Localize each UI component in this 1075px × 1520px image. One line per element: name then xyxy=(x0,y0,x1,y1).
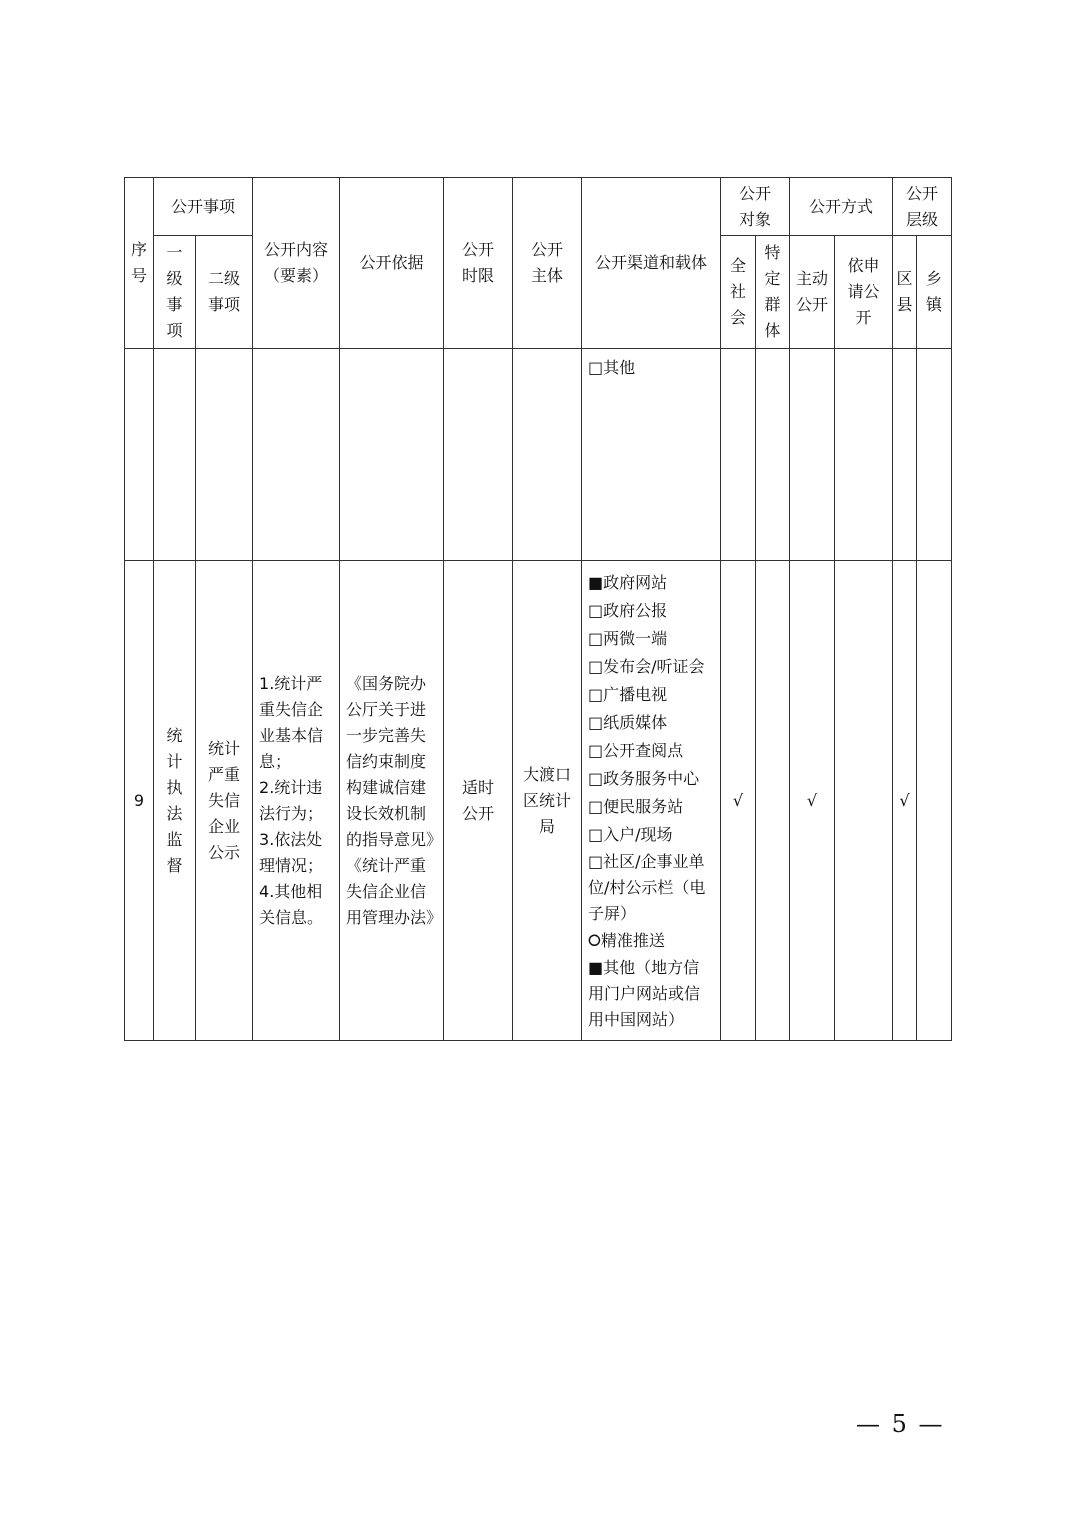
channel-item: □便民服务站 xyxy=(588,796,684,816)
row9-target-group xyxy=(756,561,790,1041)
content-item: 1.统计严重失信企业基本信息； xyxy=(259,673,324,771)
header-channel: 公开渠道和载体 xyxy=(582,178,721,349)
page-number: — 5 — xyxy=(856,1410,945,1438)
channel-item: ⭘精准推送 xyxy=(588,930,665,950)
row9-level2: 统计严重失信企业公示 xyxy=(196,561,253,1041)
header-target-group: 特定群体 xyxy=(756,236,790,349)
header-level-county: 区县 xyxy=(893,236,917,349)
content-item: 3.依法处理情况； xyxy=(259,829,324,875)
row9-level-town xyxy=(917,561,952,1041)
channel-item: □纸质媒体 xyxy=(588,712,668,732)
channel-item: ■政府网站 xyxy=(588,572,668,592)
table-row xyxy=(125,349,952,561)
header-method-active: 主动公开 xyxy=(790,236,835,349)
header-method: 公开方式 xyxy=(790,178,893,236)
row9-channels xyxy=(582,561,721,1041)
channel-item: □入户/现场 xyxy=(588,824,673,844)
row9-time: 适时公开 xyxy=(444,561,513,1041)
channel-item: □社区/企事业单位/村公示栏（电子屏） xyxy=(588,851,706,923)
header-basis: 公开依据 xyxy=(340,178,444,349)
table-row xyxy=(125,561,952,1041)
header-seq: 序号 xyxy=(125,178,154,349)
channel-item: □广播电视 xyxy=(588,684,668,704)
row9-subject: 大渡口区统计局 xyxy=(513,561,582,1041)
disclosure-table xyxy=(124,177,952,1041)
row9-target-all: √ xyxy=(721,561,756,1041)
channel-item: □政务服务中心 xyxy=(588,768,700,788)
header-level2: 二级事项 xyxy=(196,236,253,349)
channel-item: ■其他（地方信用门户网站或信用中国网站） xyxy=(588,957,701,1029)
header-level1: 一级事项 xyxy=(154,236,196,349)
row9-basis: 《国务院办公厅关于进一步完善失信约束制度构建诚信建设长效机制的指导意见》《统计严重失信企业信用管理办法》 xyxy=(340,561,444,1041)
row9-seq: 9 xyxy=(125,561,154,1041)
header-subject: 公开主体 xyxy=(513,178,582,349)
header-target: 公开对象 xyxy=(721,178,790,236)
row9-level-county: √ xyxy=(893,561,917,1041)
row9-method-active: √ xyxy=(790,561,835,1041)
channel-item: □发布会/听证会 xyxy=(588,656,705,676)
row9-content xyxy=(253,561,340,1041)
header-level: 公开层级 xyxy=(893,178,952,236)
channel-item: □两微一端 xyxy=(588,628,668,648)
row9-level1: 统计执法监督 xyxy=(154,561,196,1041)
header-item: 公开事项 xyxy=(154,178,253,236)
header-time: 公开时限 xyxy=(444,178,513,349)
header-content: 公开内容（要素） xyxy=(253,178,340,349)
header-level-town: 乡镇 xyxy=(917,236,952,349)
content-item: 2.统计违法行为； xyxy=(259,777,324,823)
channel-item: □政府公报 xyxy=(588,600,668,620)
header-target-all: 全社会 xyxy=(721,236,756,349)
header-method-apply: 依申请公开 xyxy=(835,236,893,349)
channel-other: □其他 xyxy=(582,349,721,561)
row9-method-apply xyxy=(835,561,893,1041)
channel-item: □公开查阅点 xyxy=(588,740,684,760)
content-item: 4.其他相关信息。 xyxy=(259,881,324,927)
